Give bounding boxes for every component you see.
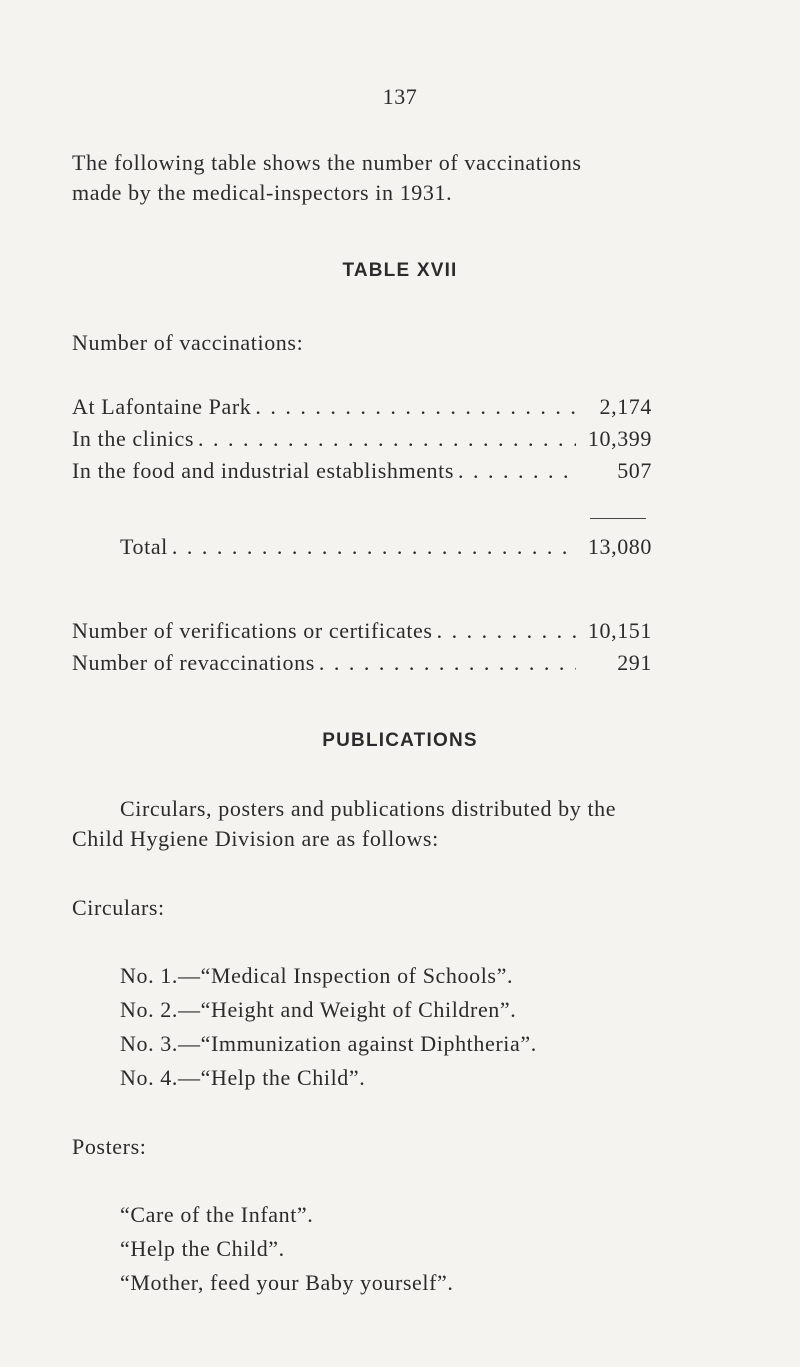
row-value: 291 xyxy=(617,650,652,675)
publications-title: PUBLICATIONS xyxy=(322,730,478,751)
table-subtitle: Number of vaccinations: xyxy=(72,330,304,355)
poster-item: “Care of the Infant”. xyxy=(120,1202,314,1227)
intro-line-1: The following table shows the number of vaccinations xyxy=(72,150,582,175)
circulars-heading: Circulars: xyxy=(72,895,165,920)
total-value: 13,080 xyxy=(587,534,652,559)
circular-item: No. 2.—“Height and Weight of Children”. xyxy=(120,997,517,1022)
intro-line-2: made by the medical-inspectors in 1931. xyxy=(72,180,453,205)
leader-dots xyxy=(319,650,576,676)
table-row xyxy=(72,618,652,648)
table-title: TABLE XVII xyxy=(342,260,458,281)
row-label: Number of revaccinations xyxy=(72,650,315,675)
total-row xyxy=(120,534,652,564)
total-rule xyxy=(590,518,646,519)
publications-intro-line-1: Circulars, posters and publications distributed by the xyxy=(120,796,617,821)
table-row xyxy=(72,458,652,488)
row-label: In the food and industrial establishments xyxy=(72,458,455,483)
row-label: In the clinics xyxy=(72,426,195,451)
total-label: Total xyxy=(120,534,168,559)
circular-item: No. 4.—“Help the Child”. xyxy=(120,1065,366,1090)
leader-dots xyxy=(198,426,576,452)
table-row xyxy=(72,394,652,424)
row-value: 2,174 xyxy=(599,394,652,419)
posters-heading: Posters: xyxy=(72,1134,147,1159)
row-label: Number of verifications or certificates xyxy=(72,618,433,643)
row-label: At Lafontaine Park xyxy=(72,394,252,419)
page-number: 137 xyxy=(382,84,418,109)
leader-dots xyxy=(458,458,576,484)
poster-item: “Help the Child”. xyxy=(120,1236,285,1261)
leader-dots xyxy=(437,618,576,644)
leader-dots xyxy=(255,394,576,420)
leader-dots xyxy=(172,534,576,560)
row-value: 507 xyxy=(617,458,652,483)
circular-item: No. 1.—“Medical Inspection of Schools”. xyxy=(120,963,514,988)
table-row xyxy=(72,426,652,456)
publications-intro-line-2: Child Hygiene Division are as follows: xyxy=(72,826,439,851)
table-row xyxy=(72,650,652,680)
row-value: 10,399 xyxy=(587,426,652,451)
poster-item: “Mother, feed your Baby yourself”. xyxy=(120,1270,454,1295)
row-value: 10,151 xyxy=(587,618,652,643)
circular-item: No. 3.—“Immunization against Diphtheria”. xyxy=(120,1031,537,1056)
